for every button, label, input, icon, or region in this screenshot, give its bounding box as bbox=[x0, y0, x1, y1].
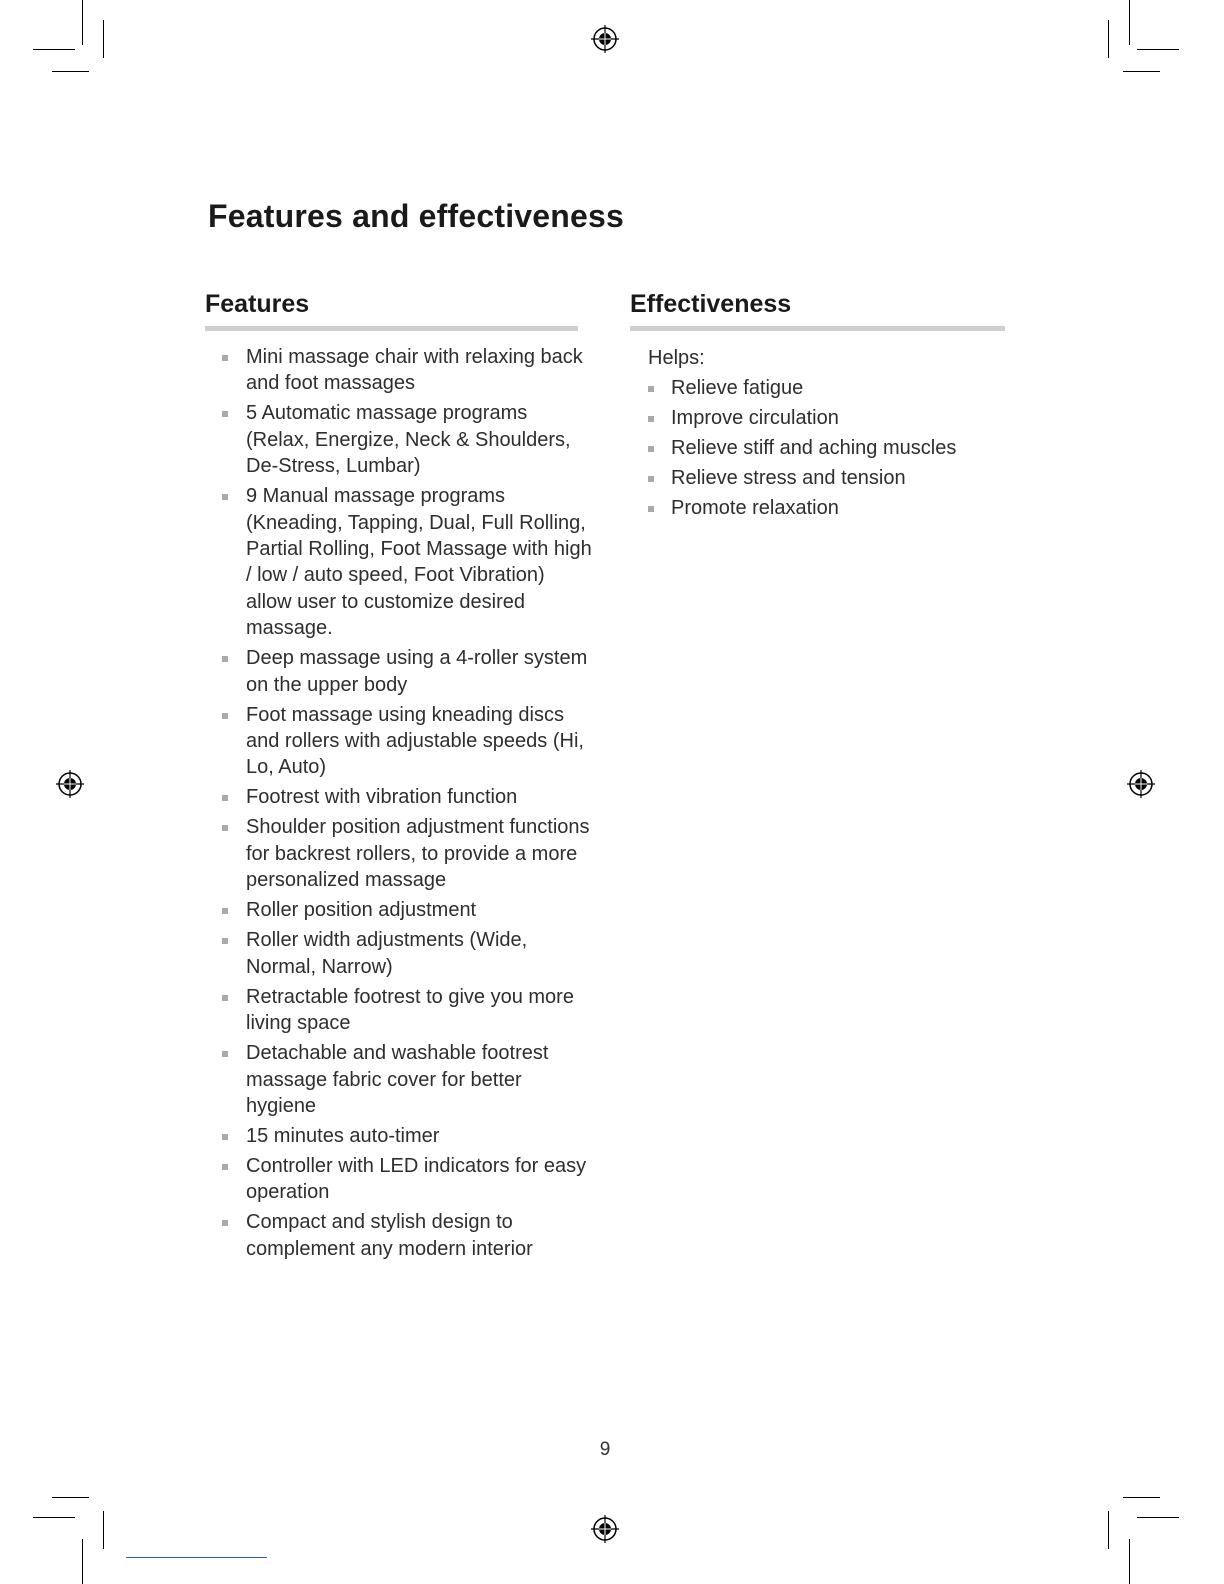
crop-mark bbox=[52, 71, 89, 72]
list-item bbox=[222, 1209, 594, 1262]
list-item bbox=[222, 784, 594, 810]
crop-mark bbox=[1129, 0, 1130, 45]
crop-mark bbox=[33, 49, 75, 50]
feature-text: Roller width adjustments (Wide, Normal, Narrow) bbox=[246, 929, 528, 978]
crop-mark bbox=[1108, 20, 1109, 58]
effectiveness-text: Relieve stiff and aching muscles bbox=[671, 437, 957, 459]
features-heading: Features bbox=[205, 290, 310, 318]
bullet-square-icon bbox=[648, 506, 654, 512]
bullet-square-icon bbox=[648, 446, 654, 452]
bullet-square-icon bbox=[222, 656, 228, 662]
effectiveness-list bbox=[648, 375, 1008, 525]
features-heading-rule bbox=[205, 326, 578, 331]
list-item bbox=[222, 344, 594, 397]
bullet-square-icon bbox=[648, 386, 654, 392]
bullet-square-icon bbox=[222, 355, 228, 361]
page-title: Features and effectiveness bbox=[208, 198, 625, 234]
bullet-square-icon bbox=[222, 995, 228, 1001]
registration-mark-icon bbox=[590, 1514, 620, 1544]
list-item bbox=[648, 435, 1008, 461]
bullet-square-icon bbox=[222, 1164, 228, 1170]
list-item bbox=[222, 645, 594, 698]
effectiveness-text: Relieve fatigue bbox=[671, 377, 804, 399]
crop-mark bbox=[52, 1497, 89, 1498]
feature-text: 5 Automatic massage programs (Relax, Energize, Neck & Shoulders, De-Stress, Lumbar) bbox=[246, 402, 571, 478]
list-item bbox=[222, 483, 594, 641]
bullet-square-icon bbox=[648, 476, 654, 482]
effectiveness-heading-rule bbox=[630, 326, 1005, 331]
list-item bbox=[648, 405, 1008, 431]
feature-text: 9 Manual massage programs (Kneading, Tapping, Dual, Full Rolling, Partial Rolling, Foot Massage with high / low / auto speed, Foot Vibration) allow user to customize desired massage. bbox=[246, 485, 592, 640]
list-item bbox=[222, 1040, 594, 1119]
crop-mark bbox=[82, 0, 83, 45]
feature-text: Footrest with vibration function bbox=[246, 786, 518, 809]
list-item bbox=[222, 702, 594, 781]
crop-mark bbox=[103, 20, 104, 58]
crop-mark bbox=[1108, 1511, 1109, 1549]
crop-mark bbox=[1129, 1539, 1130, 1584]
page-number: 9 bbox=[599, 1439, 611, 1460]
crop-mark bbox=[1123, 71, 1160, 72]
crop-mark bbox=[33, 1517, 75, 1518]
feature-text: Compact and stylish design to complement any modern interior bbox=[246, 1211, 533, 1260]
effectiveness-text: Improve circulation bbox=[671, 407, 839, 429]
feature-text: 15 minutes auto-timer bbox=[246, 1124, 440, 1147]
bullet-square-icon bbox=[222, 938, 228, 944]
feature-text: Retractable footrest to give you more living space bbox=[246, 985, 574, 1035]
feature-text: Mini massage chair with relaxing back and foot massages bbox=[246, 346, 583, 395]
bullet-square-icon bbox=[222, 494, 228, 500]
crop-mark bbox=[82, 1539, 83, 1584]
crop-mark bbox=[1123, 1497, 1160, 1498]
crop-mark bbox=[1137, 1517, 1179, 1518]
crop-mark bbox=[103, 1511, 104, 1549]
bullet-square-icon bbox=[222, 825, 228, 831]
list-item bbox=[648, 375, 1008, 401]
effectiveness-text: Relieve stress and tension bbox=[671, 467, 906, 489]
effectiveness-heading: Effectiveness bbox=[630, 290, 792, 318]
feature-text: Detachable and washable footrest massage fabric cover for better hygiene bbox=[246, 1042, 549, 1117]
bullet-square-icon bbox=[222, 908, 228, 914]
bullet-square-icon bbox=[222, 795, 228, 801]
effectiveness-text: Promote relaxation bbox=[671, 497, 839, 519]
feature-text: Roller position adjustment bbox=[246, 899, 477, 922]
list-item bbox=[222, 814, 594, 893]
list-item bbox=[222, 400, 594, 479]
bullet-square-icon bbox=[222, 1051, 228, 1057]
bullet-square-icon bbox=[222, 411, 228, 417]
footer-line bbox=[126, 1557, 267, 1558]
bullet-square-icon bbox=[222, 1220, 228, 1226]
list-item bbox=[222, 984, 594, 1037]
registration-mark-icon bbox=[55, 769, 85, 799]
list-item bbox=[648, 495, 1008, 521]
features-list bbox=[222, 344, 594, 1266]
feature-text: Foot massage using kneading discs and rollers with adjustable speeds (Hi, Lo, Auto) bbox=[246, 703, 584, 779]
bullet-square-icon bbox=[222, 713, 228, 719]
list-item bbox=[222, 897, 594, 923]
feature-text: Deep massage using a 4-roller system on the upper body bbox=[246, 647, 588, 696]
bullet-square-icon bbox=[648, 416, 654, 422]
feature-text: Controller with LED indicators for easy operation bbox=[246, 1154, 587, 1204]
effectiveness-intro: Helps: bbox=[648, 347, 705, 369]
registration-mark-icon bbox=[590, 24, 620, 54]
list-item bbox=[222, 1123, 594, 1149]
crop-mark bbox=[1137, 49, 1179, 50]
list-item bbox=[222, 927, 594, 980]
list-item bbox=[648, 465, 1008, 491]
registration-mark-icon bbox=[1126, 769, 1156, 799]
list-item bbox=[222, 1153, 594, 1206]
bullet-square-icon bbox=[222, 1134, 228, 1140]
feature-text: Shoulder position adjustment functions for backrest rollers, to provide a more personalized massage bbox=[246, 816, 590, 892]
